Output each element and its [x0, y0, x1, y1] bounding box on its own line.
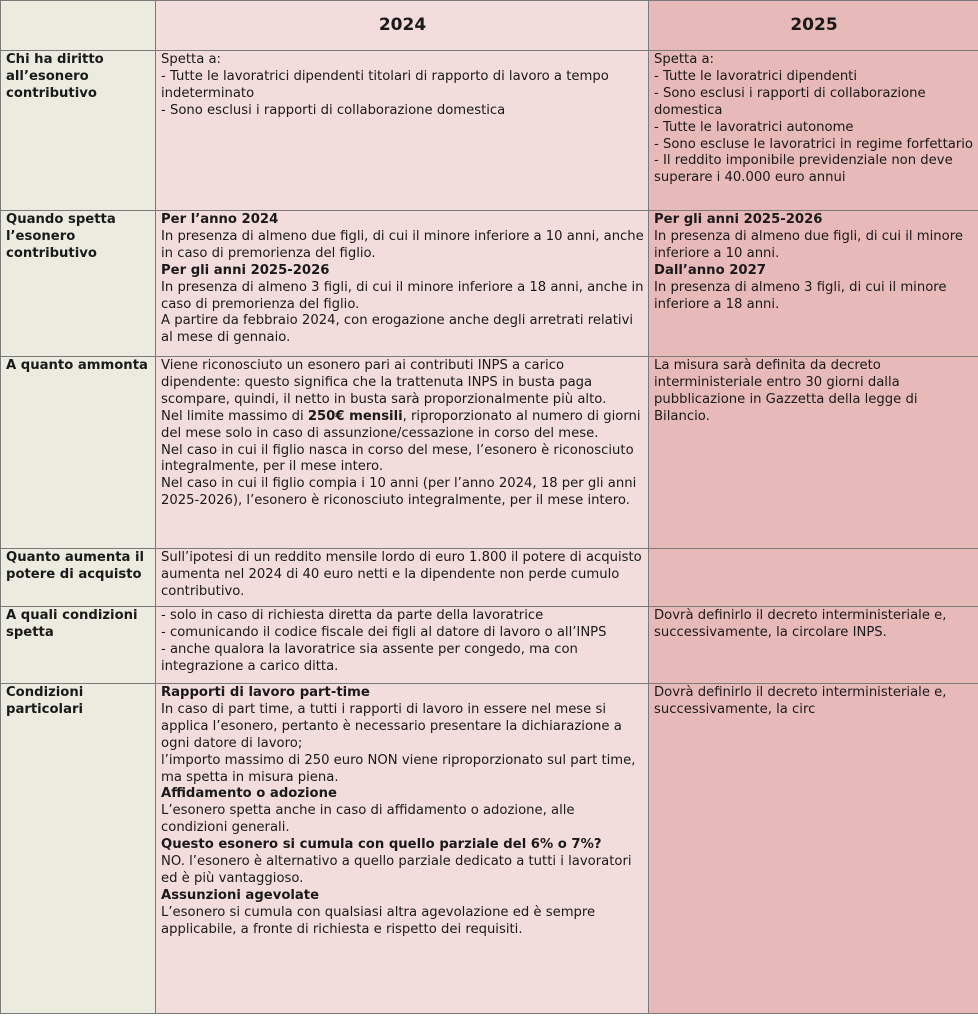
table-row — [1, 51, 978, 211]
cell-2024 — [156, 607, 649, 684]
table-row — [1, 549, 978, 607]
cell-2025: La misura sarà definita da decreto interministeriale entro 30 giorni dalla pubblicazione in Gazzetta della legge di Bilancio. — [649, 357, 978, 549]
list-item: - anche qualora la lavoratrice sia assente per congedo, ma con integrazione a carico ditta. — [161, 641, 578, 674]
row-label: A quanto ammonta — [1, 357, 156, 549]
paragraph: In presenza di almeno due figli, di cui il minore inferiore a 10 anni, anche in caso di premorienza del figlio. — [161, 228, 644, 261]
row-label: Quando spetta l’esonero contributivo — [1, 211, 156, 357]
section-heading: Per gli anni 2025-2026 — [161, 262, 330, 278]
table-row — [1, 357, 978, 549]
header-row — [1, 1, 978, 51]
paragraph: - Sono esclusi i rapporti di collaborazione domestica — [654, 85, 926, 118]
paragraph: In caso di part time, a tutti i rapporti di lavoro in essere nel mese si applica l’esonero, pertanto è necessario presentare la dichiarazione a ogni datore di lavoro; — [161, 701, 622, 751]
section-heading: Per l’anno 2024 — [161, 212, 279, 227]
paragraph: - Tutte le lavoratrici autonome — [654, 119, 854, 135]
paragraph: Spetta a: — [161, 52, 221, 67]
header-2025: 2025 — [649, 1, 978, 51]
section-heading: Affidamento o adozione — [161, 786, 337, 802]
paragraph: - Sono escluse le lavoratrici in regime forfettario — [654, 136, 974, 152]
list-item: - solo in caso di richiesta diretta da parte della lavoratrice — [161, 608, 544, 623]
section-heading: Per gli anni 2025-2026 — [654, 212, 823, 227]
section-heading: Rapporti di lavoro part-time — [161, 685, 370, 700]
table-row — [1, 684, 978, 1014]
paragraph: Nel caso in cui il figlio compia i 10 anni (per l’anno 2024, 18 per gli anni 2025-2026), l’esonero è riconosciuto integralmente, per il mese intero. — [161, 476, 637, 509]
paragraph: In presenza di almeno 3 figli, di cui il minore inferiore a 18 anni. — [654, 279, 947, 312]
cell-2024 — [156, 51, 649, 211]
cell-2025: Dovrà definirlo il decreto interministeriale e, successivamente, la circolare INPS. — [649, 607, 978, 684]
paragraph: - Tutte le lavoratrici dipendenti titolari di rapporto di lavoro a tempo indeterminato — [161, 68, 609, 101]
list-item: - comunicando il codice fiscale dei figli al datore di lavoro o all’INPS — [161, 624, 607, 640]
row-label: Condizioni particolari — [1, 684, 156, 1014]
paragraph: L’esonero si cumula con qualsiasi altra agevolazione ed è sempre applicabile, a fronte di richiesta e rispetto dei requisiti. — [161, 904, 596, 937]
paragraph: - Tutte le lavoratrici dipendenti — [654, 68, 858, 84]
section-heading: Dall’anno 2027 — [654, 262, 766, 278]
section-heading: Questo esonero si cumula con quello parziale del 6% o 7%? — [161, 837, 602, 853]
cell-2025: Dovrà definirlo il decreto interministeriale e, successivamente, la circ — [649, 684, 978, 1014]
header-2024: 2024 — [156, 1, 649, 51]
paragraph: In presenza di almeno due figli, di cui il minore inferiore a 10 anni. — [654, 228, 963, 261]
cell-2024: Sull’ipotesi di un reddito mensile lordo di euro 1.800 il potere di acquisto aumenta nel 2024 di 40 euro netti e la dipendente non perde cumulo contributivo. — [156, 549, 649, 607]
paragraph: L’esonero spetta anche in caso di affidamento o adozione, alle condizioni generali. — [161, 803, 575, 836]
paragraph: NO. l’esonero è alternativo a quello parziale dedicato a tutti i lavoratori ed è più vantaggioso. — [161, 854, 632, 886]
cell-2024 — [156, 357, 649, 549]
cell-2024 — [156, 211, 649, 357]
cell-2025 — [649, 51, 978, 211]
cell-2025 — [649, 211, 978, 357]
paragraph: A partire da febbraio 2024, con erogazione anche degli arretrati relativi al mese di gennaio. — [161, 313, 634, 346]
text-run: , riproporzionato al numero di giorni del mese solo in caso di assunzione/cessazione in corso del mese. — [161, 408, 641, 441]
paragraph: l’importo massimo di 250 euro NON viene riproporzionato sul part time, ma spetta in misura piena. — [161, 752, 636, 785]
paragraph: Spetta a: — [654, 52, 714, 67]
paragraph: - Sono esclusi i rapporti di collaborazione domestica — [161, 102, 506, 118]
paragraph: In presenza di almeno 3 figli, di cui il minore inferiore a 18 anni, anche in caso di premorienza del figlio. — [161, 279, 644, 312]
highlight-amount: 250€ mensili — [307, 408, 403, 424]
paragraph: Nel caso in cui il figlio nasca in corso del mese, l’esonero è riconosciuto integralmente, per il mese intero. — [161, 442, 634, 475]
text-run: Nel limite massimo di — [161, 408, 308, 424]
cell-2025 — [649, 549, 978, 607]
row-label: Chi ha diritto all’esonero contributivo — [1, 51, 156, 211]
section-heading: Assunzioni agevolate — [161, 887, 320, 903]
cell-2024 — [156, 684, 649, 1014]
paragraph — [161, 409, 644, 443]
paragraph: - Il reddito imponibile previdenziale non deve superare i 40.000 euro annui — [654, 153, 953, 186]
row-label: Quanto aumenta il potere di acquisto — [1, 549, 156, 607]
row-label: A quali condizioni spetta — [1, 607, 156, 684]
header-empty-cell — [1, 1, 156, 51]
table-row — [1, 211, 978, 357]
paragraph: Viene riconosciuto un esonero pari ai contributi INPS a carico dipendente: questo significa che la trattenuta INPS in busta paga scompare, quindi, il netto in busta sarà proporzionalmente più alto. — [161, 358, 607, 407]
table-row — [1, 607, 978, 684]
